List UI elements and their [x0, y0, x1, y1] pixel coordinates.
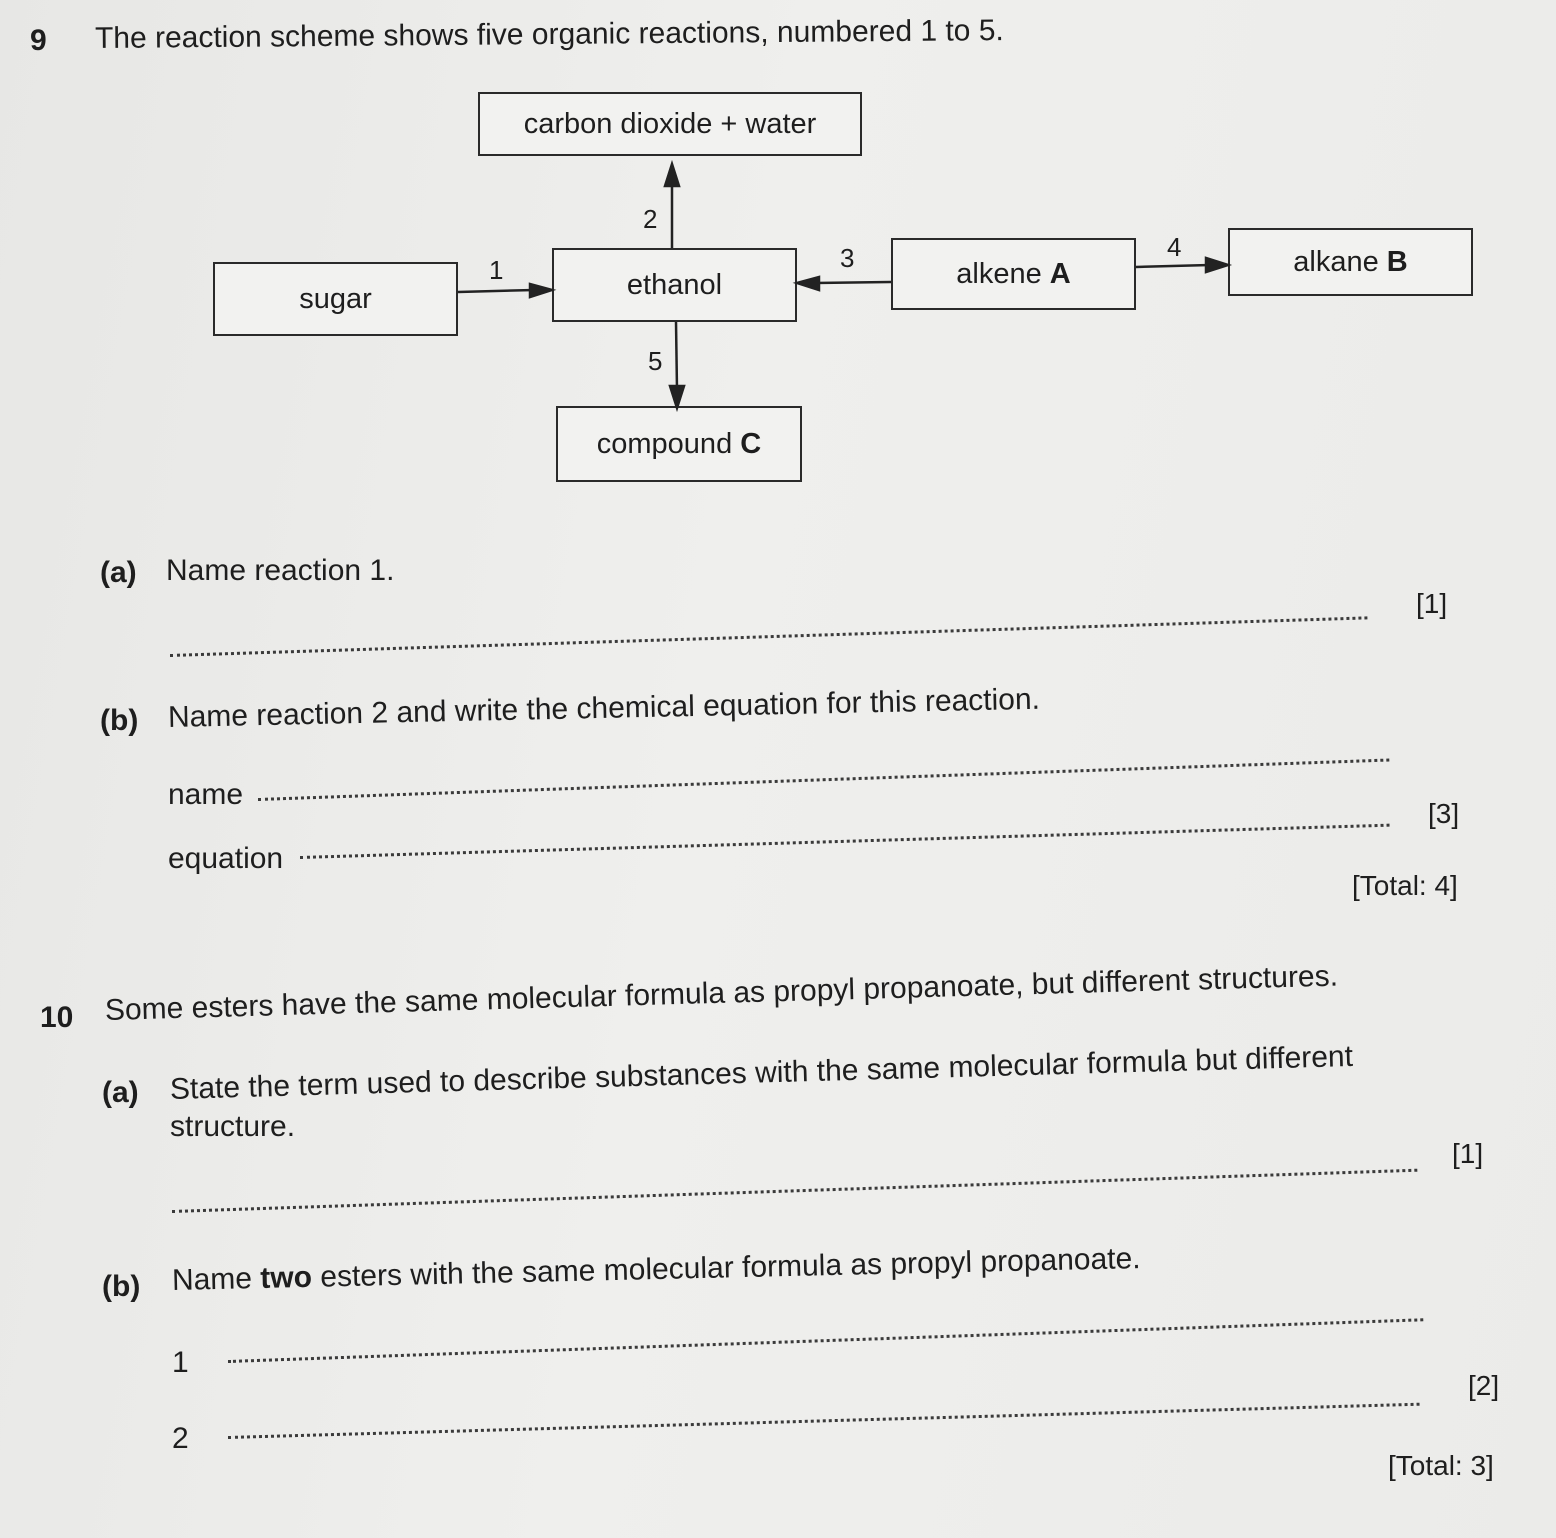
- q9b-label: (b): [100, 704, 139, 737]
- q10b-item-2: 2: [172, 1422, 189, 1455]
- box-alkane-prefix: alkane: [1293, 245, 1379, 278]
- question-9-number: 9: [30, 24, 47, 57]
- arrow-label-4: 4: [1167, 232, 1182, 262]
- arrow-label-3: 3: [840, 243, 855, 273]
- arrow-3-line: [815, 282, 891, 283]
- box-alkene-letter: A: [1049, 257, 1071, 290]
- arrow-1-head: [530, 284, 552, 297]
- arrow-4-head: [1206, 258, 1228, 272]
- question-10-number: 10: [40, 1001, 74, 1034]
- box-ethanol-label: ethanol: [626, 268, 723, 301]
- q9b-equation-label: equation: [168, 842, 284, 875]
- q9a-marks: [1]: [1416, 588, 1448, 619]
- arrow-3-head: [797, 277, 819, 290]
- q10a-text-line2: structure.: [170, 1110, 296, 1143]
- q10-total: [Total: 3]: [1388, 1450, 1494, 1481]
- q10b-text-bold: two: [259, 1260, 313, 1295]
- q9b-text: Name reaction 2 and write the chemical equation for this reaction.: [167, 682, 1041, 734]
- q9b-marks: [3]: [1428, 798, 1460, 829]
- q10a-text-line1: State the term used to describe substances with the same molecular formula but different: [169, 1039, 1354, 1106]
- q10b-text-post: esters with the same molecular formula as propyl propanoate.: [319, 1242, 1141, 1294]
- arrow-label-2: 2: [643, 204, 658, 234]
- arrow-5-head: [670, 386, 684, 408]
- box-alkane-letter: B: [1386, 245, 1408, 278]
- q10a-label: (a): [102, 1076, 139, 1109]
- arrow-5-line: [676, 322, 677, 390]
- q9a-label: (a): [100, 556, 137, 589]
- box-carbon-dioxide-water-label: carbon dioxide + water: [523, 107, 817, 140]
- q9a-text: Name reaction 1.: [166, 554, 395, 587]
- q10a-marks: [1]: [1452, 1138, 1484, 1169]
- box-alkene-prefix: alkene: [956, 257, 1042, 290]
- q10b-label: (b): [102, 1270, 141, 1303]
- question-9-intro: The reaction scheme shows five organic reactions, numbered 1 to 5.: [94, 14, 1004, 55]
- arrow-1-line: [458, 290, 534, 292]
- q9-total: [Total: 4]: [1352, 870, 1458, 901]
- box-compound-prefix: compound: [596, 427, 733, 460]
- q10b-marks: [2]: [1468, 1370, 1500, 1401]
- arrow-label-1: 1: [489, 255, 504, 285]
- question-10-intro: Some esters have the same molecular formula as propyl propanoate, but different structures.: [104, 959, 1339, 1027]
- arrow-label-5: 5: [648, 346, 663, 376]
- q10b-text-pre: Name: [171, 1262, 253, 1297]
- q9b-name-label: name: [168, 778, 244, 811]
- box-sugar-label: sugar: [299, 282, 372, 315]
- arrow-2-head: [665, 164, 679, 186]
- box-compound-letter: C: [740, 427, 762, 460]
- q10b-item-1: 1: [172, 1346, 189, 1379]
- arrow-4-line: [1136, 265, 1210, 267]
